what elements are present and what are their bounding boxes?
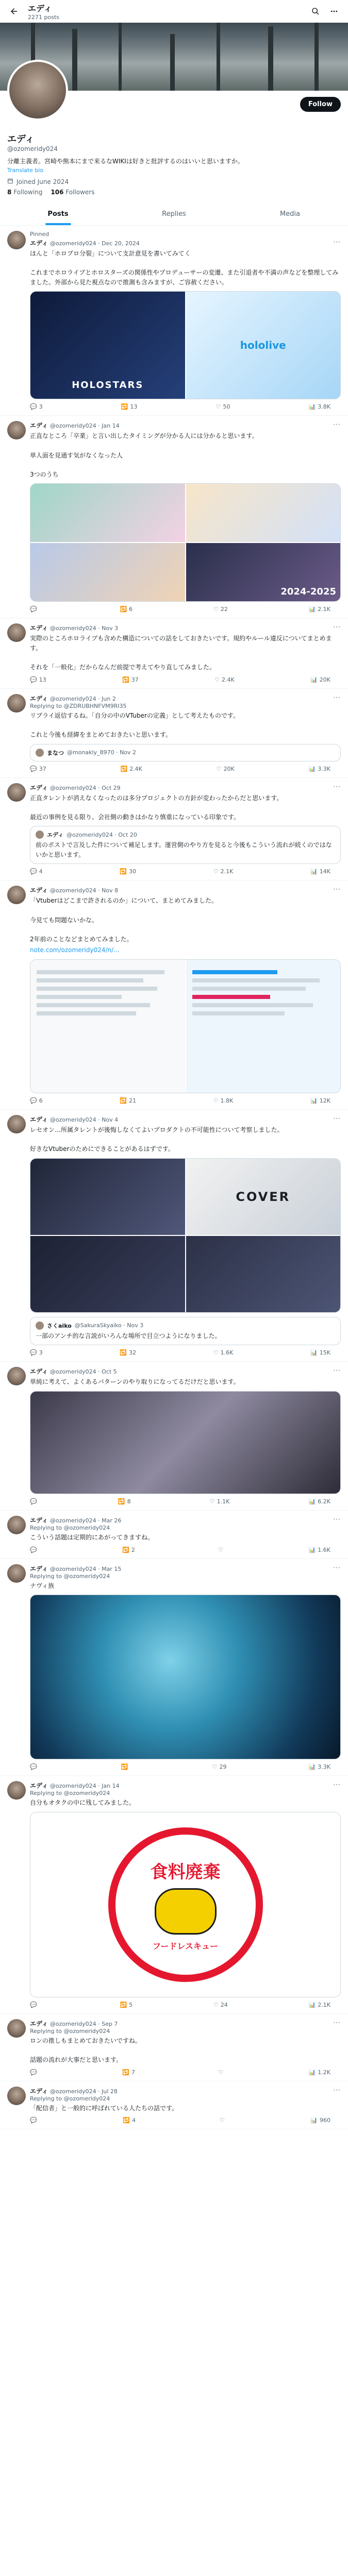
post-author[interactable]: エディ bbox=[30, 784, 48, 791]
views-icon: 📊 bbox=[308, 765, 316, 772]
repost-button[interactable]: 🔁 4 bbox=[123, 2117, 136, 2124]
more-icon[interactable]: ··· bbox=[333, 1115, 341, 1123]
repost-icon: 🔁 bbox=[120, 2001, 127, 2008]
post-text: ロンの推しもまとめておきたいですね。 話題の流れが大事だと思います。 bbox=[30, 2037, 142, 2063]
views-icon: 📊 bbox=[308, 1764, 316, 1771]
reply-icon: 💬 bbox=[30, 765, 37, 772]
heart-icon: ♡ bbox=[213, 1349, 219, 1357]
like-button[interactable] bbox=[218, 1547, 225, 1553]
post-text: リプライ返信するね。「自分の中のVTuberの定義」として考えたものです。 これと今後も経緯をまとめておきたいと思います。 bbox=[30, 711, 239, 738]
views-button[interactable]: 📊 3.8K bbox=[308, 403, 330, 411]
like-button[interactable] bbox=[220, 2117, 227, 2124]
back-arrow-icon[interactable] bbox=[7, 5, 21, 18]
repost-button[interactable]: 🔁 2 bbox=[122, 1546, 135, 1553]
heart-icon: ♡ bbox=[216, 765, 222, 772]
post-actions bbox=[30, 1764, 341, 1770]
views-icon: 📊 bbox=[310, 1349, 318, 1357]
quote-text: 前のポストで言及した件について補足します。運営側のやり方を見ると今後もこういう流れが続くのではないかと思います。 bbox=[36, 841, 332, 858]
heart-icon: ♡ bbox=[213, 606, 219, 613]
followers-label: Followers bbox=[65, 189, 95, 196]
like-button[interactable]: ♡ 1.1K bbox=[209, 1498, 230, 1505]
post-author[interactable]: エディ bbox=[30, 1782, 48, 1790]
post-author[interactable]: エディ bbox=[30, 2087, 48, 2095]
reply-button[interactable] bbox=[30, 2117, 39, 2124]
post-handle: @ozomeridy024 · Jul 28 bbox=[49, 2088, 118, 2095]
post[interactable] bbox=[0, 778, 348, 881]
heart-icon: ♡ bbox=[219, 2117, 225, 2124]
views-icon: 📊 bbox=[308, 1498, 316, 1505]
repost-button[interactable]: 🔁 7 bbox=[122, 2069, 135, 2076]
post-handle: @ozomeridy024 · Sep 7 bbox=[49, 2020, 118, 2027]
heart-icon: ♡ bbox=[209, 1498, 215, 1505]
post-text: 正直タレントが消えなくなったのは多分プロジェクトの方針が変わったからだと思います。 最近の事例を見る限り、会社側の動きはかなり慎重になっている印象です。 bbox=[30, 794, 283, 821]
quote-avatar bbox=[36, 831, 44, 839]
views-button[interactable]: 📊 3.3K bbox=[308, 765, 330, 772]
joined-date bbox=[7, 178, 341, 185]
quote-handle: @monakly_8970 · Nov 2 bbox=[67, 749, 137, 756]
post-handle: @ozomeridy024 · Nov 4 bbox=[49, 1116, 119, 1124]
post-actions bbox=[30, 676, 341, 683]
like-button[interactable]: ♡ 24 bbox=[213, 2001, 228, 2008]
reply-icon: 💬 bbox=[30, 1349, 37, 1357]
header-posts-count: 2271 posts bbox=[28, 14, 59, 21]
translate-bio-link[interactable]: Translate bio bbox=[7, 167, 44, 174]
post-text: 単純に考えて、よくあるパターンのやり取りになってるだけだと思います。 bbox=[30, 1378, 240, 1386]
avatar[interactable] bbox=[7, 231, 26, 249]
post[interactable] bbox=[0, 880, 348, 1110]
heart-icon: ♡ bbox=[213, 1097, 219, 1105]
views-icon: 📊 bbox=[308, 2001, 316, 2008]
like-button[interactable]: ♡ 2.4K bbox=[214, 676, 235, 683]
reply-button[interactable] bbox=[30, 1547, 39, 1553]
post-text: 正直なところ「卒業」と言い出したタイミングが分かる人には分かると思います。 単人面を見通す気がなくなった人 3つのうち bbox=[30, 432, 258, 478]
like-button[interactable] bbox=[218, 2069, 225, 2076]
reply-icon: 💬 bbox=[30, 2117, 37, 2124]
repost-icon: 🔁 bbox=[121, 403, 128, 411]
like-button[interactable]: ♡ 22 bbox=[213, 606, 228, 613]
tab-posts[interactable]: Posts bbox=[0, 203, 116, 225]
post-handle: @ozomeridy024 · Nov 3 bbox=[49, 625, 119, 632]
top-bar bbox=[0, 0, 348, 23]
post-text: こういう話題は定期的にあがってきますね。 bbox=[30, 1534, 154, 1541]
post-media[interactable] bbox=[30, 483, 341, 602]
post-actions bbox=[30, 868, 341, 875]
post-actions bbox=[30, 1097, 341, 1104]
avatar[interactable] bbox=[7, 2019, 26, 2038]
post-actions bbox=[30, 2002, 341, 2008]
reply-icon: 💬 bbox=[30, 403, 37, 411]
quote-avatar bbox=[36, 1321, 44, 1330]
post-handle: @ozomeridy024 · Mar 26 bbox=[49, 1517, 122, 1524]
quote-card[interactable] bbox=[30, 1317, 341, 1346]
more-icon[interactable]: ··· bbox=[333, 239, 341, 246]
views-icon: 📊 bbox=[310, 868, 318, 875]
post-media[interactable] bbox=[30, 291, 341, 399]
post-handle: @ozomeridy024 · Oct 5 bbox=[49, 1368, 117, 1376]
views-button[interactable]: 📊 2.1K bbox=[308, 2001, 330, 2008]
views-icon: 📊 bbox=[310, 1097, 318, 1105]
views-button[interactable]: 📊 20K bbox=[310, 676, 330, 683]
heart-icon: ♡ bbox=[218, 1546, 224, 1553]
repost-button[interactable]: 🔁 5 bbox=[120, 2001, 133, 2008]
post-author[interactable]: エディ bbox=[30, 1116, 48, 1124]
views-button[interactable]: 📊 960 bbox=[310, 2117, 330, 2124]
post-author[interactable]: エディ bbox=[30, 422, 48, 430]
post-handle: @ozomeridy024 · Jun 2 bbox=[49, 695, 116, 702]
post-handle: @ozomeridy024 · Jan 14 bbox=[49, 422, 120, 430]
repost-icon: 🔁 bbox=[120, 1349, 127, 1357]
views-button[interactable]: 📊 12K bbox=[310, 1097, 330, 1105]
quote-author: まなつ bbox=[47, 749, 64, 756]
profile-name: エディ bbox=[7, 134, 35, 145]
post-media[interactable] bbox=[30, 1812, 341, 1997]
post-media[interactable] bbox=[30, 1595, 341, 1759]
profile-tabs bbox=[0, 203, 348, 226]
reply-button[interactable]: 💬 6 bbox=[30, 1097, 43, 1105]
reply-button[interactable]: 💬 37 bbox=[30, 765, 46, 772]
tab-replies[interactable]: Replies bbox=[162, 210, 186, 218]
more-icon[interactable]: ··· bbox=[333, 1564, 341, 1571]
heart-icon: ♡ bbox=[212, 1764, 218, 1771]
like-button[interactable]: ♡ 50 bbox=[216, 403, 230, 411]
like-button[interactable]: ♡ 1.6K bbox=[213, 1349, 234, 1357]
reply-button[interactable] bbox=[30, 606, 39, 613]
avatar[interactable] bbox=[7, 1564, 26, 1583]
quote-card[interactable] bbox=[30, 744, 341, 761]
post-actions bbox=[30, 2117, 341, 2124]
repost-button[interactable]: 🔁 8 bbox=[118, 1498, 131, 1505]
post-text: 「配信者」と一般的に呼ばれている人たちの話です。 bbox=[30, 2104, 178, 2112]
post-author[interactable]: エディ bbox=[30, 1565, 48, 1572]
views-icon: 📊 bbox=[308, 1546, 316, 1553]
repost-icon: 🔁 bbox=[120, 606, 127, 613]
more-icon[interactable]: ··· bbox=[333, 783, 341, 790]
reply-button[interactable]: 💬 13 bbox=[30, 676, 46, 683]
pinned-label: Pinned bbox=[30, 231, 49, 238]
more-icon[interactable]: ··· bbox=[333, 1781, 341, 1789]
like-button[interactable]: ♡ 1.8K bbox=[213, 1097, 234, 1105]
like-button[interactable]: ♡ 2.1K bbox=[213, 868, 234, 875]
reply-button[interactable] bbox=[30, 1764, 39, 1770]
repost-icon: 🔁 bbox=[120, 765, 128, 772]
views-icon: 📊 bbox=[310, 676, 318, 683]
repost-button[interactable]: 🔁 2.4K bbox=[120, 765, 142, 772]
reply-to[interactable]: Replying to @ozomeridy024 bbox=[30, 2095, 110, 2102]
views-button[interactable]: 📊 1.2K bbox=[308, 2069, 330, 2076]
heart-icon: ♡ bbox=[213, 2001, 219, 2008]
reply-button[interactable]: 💬 3 bbox=[30, 403, 43, 411]
repost-icon: 🔁 bbox=[123, 2117, 130, 2124]
more-icon[interactable]: ··· bbox=[333, 623, 341, 631]
post[interactable] bbox=[0, 226, 348, 416]
reply-button[interactable] bbox=[30, 1498, 39, 1505]
repost-icon: 🔁 bbox=[122, 2069, 129, 2076]
post[interactable] bbox=[0, 1362, 348, 1511]
reply-icon: 💬 bbox=[30, 606, 37, 613]
views-button[interactable]: 📊 14K bbox=[310, 868, 330, 875]
quote-text: 一部のアンチ的な言説がいろんな場所で目立つようになりました。 bbox=[36, 1332, 221, 1340]
sticker-headline: 食料廃棄 bbox=[150, 1861, 221, 1883]
calendar-icon bbox=[7, 178, 13, 185]
avatar[interactable] bbox=[7, 886, 26, 904]
quote-author: さくaiko bbox=[47, 1322, 72, 1329]
quote-handle: @SakuraSkyaiko · Nov 3 bbox=[74, 1322, 144, 1329]
sticker-subtext: フードレスキュー bbox=[152, 1941, 219, 1951]
follow-counts bbox=[7, 189, 341, 196]
repost-button[interactable]: 🔁 37 bbox=[122, 676, 139, 683]
post[interactable] bbox=[0, 1776, 348, 2014]
reply-to[interactable]: Replying to @ozomeridy024 bbox=[30, 1524, 110, 1531]
avatar[interactable] bbox=[7, 623, 26, 642]
post[interactable] bbox=[0, 618, 348, 688]
avatar[interactable] bbox=[7, 694, 26, 713]
post[interactable] bbox=[0, 689, 348, 778]
repost-button[interactable]: 🔁 13 bbox=[121, 403, 138, 411]
post-author[interactable]: エディ bbox=[30, 1368, 48, 1376]
reply-icon: 💬 bbox=[30, 868, 37, 875]
reply-icon: 💬 bbox=[30, 676, 37, 683]
repost-icon: 🔁 bbox=[120, 1097, 127, 1105]
cover-logo: COVER bbox=[186, 1159, 341, 1235]
heart-icon: ♡ bbox=[216, 403, 221, 411]
repost-icon: 🔁 bbox=[121, 1764, 128, 1771]
repost-button[interactable] bbox=[121, 1764, 130, 1770]
repost-icon: 🔁 bbox=[118, 1498, 125, 1505]
post-text: 「Vtuberはどこまで許されるのか」について、まとめてみました。 今見ても問題ないかな。 2年前のことなどまとめてみました。 bbox=[30, 897, 218, 943]
avatar[interactable] bbox=[7, 1781, 26, 1800]
repost-icon: 🔁 bbox=[122, 676, 129, 683]
more-icon[interactable]: ··· bbox=[333, 693, 341, 701]
more-icon[interactable]: ··· bbox=[333, 2086, 341, 2094]
heart-icon: ♡ bbox=[213, 868, 219, 875]
avatar[interactable] bbox=[7, 1115, 26, 1133]
reply-to[interactable]: Replying to @ZDRUBHNFVM9RI35 bbox=[30, 702, 127, 709]
post-actions bbox=[30, 1547, 341, 1553]
post-actions bbox=[30, 1498, 341, 1505]
header-name: エディ bbox=[28, 4, 52, 13]
avatar[interactable] bbox=[7, 1367, 26, 1385]
post-text: 実際のところホロライブも含めた構造についての話をしておきたいです。規約やルール違反についてまとめます。 それを「一般化」だからなんだ前提で考えてやり直してみました。 bbox=[30, 635, 332, 671]
holostars-image: HOLOSTARS bbox=[30, 292, 185, 399]
more-menu-icon[interactable] bbox=[327, 5, 341, 18]
bio-text: 分離主義者。宮崎や熊本にまで来るなWIKIは好きと批評するのはいいと思いますか。 bbox=[7, 158, 244, 165]
post-media[interactable] bbox=[30, 959, 341, 1093]
reply-icon: 💬 bbox=[30, 1546, 37, 1553]
follow-button[interactable]: Follow bbox=[300, 97, 341, 112]
reply-to[interactable]: Replying to @ozomeridy024 bbox=[30, 1790, 110, 1797]
quote-handle: @ozomeridy024 · Oct 20 bbox=[67, 831, 137, 838]
post-author[interactable]: エディ bbox=[30, 624, 48, 632]
profile-handle: @ozomeridy024 bbox=[7, 145, 58, 152]
header-titles bbox=[28, 2, 302, 21]
repost-icon: 🔁 bbox=[120, 868, 127, 875]
repost-icon: 🔁 bbox=[122, 1546, 129, 1553]
quote-card[interactable] bbox=[30, 826, 341, 864]
joined-text: Joined June 2024 bbox=[16, 178, 69, 185]
post-handle: @ozomeridy024 · Oct 29 bbox=[49, 784, 121, 791]
post-actions bbox=[30, 403, 341, 410]
post-handle: @ozomeridy024 · Nov 8 bbox=[49, 887, 119, 894]
views-icon: 📊 bbox=[308, 606, 316, 613]
reply-icon: 💬 bbox=[30, 2069, 37, 2076]
more-icon[interactable]: ··· bbox=[333, 2019, 341, 2026]
like-button[interactable]: ♡ 29 bbox=[212, 1764, 227, 1771]
heart-icon: ♡ bbox=[218, 2069, 224, 2076]
post-text: ほんと「ホロプロ分裂」について支計意見を書いてみてく これまでホロライブとホロスターズの関係性やプロデューサーの変遷、また引退者や不満の声などを整理してみました。外部から見た視点なので推測も含みますが、ご容赦ください。 bbox=[30, 250, 339, 286]
post-actions bbox=[30, 2069, 341, 2076]
post-actions bbox=[30, 606, 341, 613]
reply-button[interactable]: 💬 3 bbox=[30, 1349, 43, 1357]
post[interactable] bbox=[0, 1511, 348, 1559]
post-text: 自分もオタクの中に残してみました。 bbox=[30, 1799, 136, 1807]
avatar[interactable] bbox=[7, 1516, 26, 1534]
like-button[interactable]: ♡ 20K bbox=[216, 765, 235, 772]
views-icon: 📊 bbox=[308, 2069, 316, 2076]
views-icon: 📊 bbox=[308, 403, 316, 411]
reply-button[interactable] bbox=[30, 2069, 39, 2076]
avatar[interactable] bbox=[7, 421, 26, 439]
post-media[interactable] bbox=[30, 1158, 341, 1313]
reply-icon: 💬 bbox=[30, 1498, 37, 1505]
hololive-image: hololive bbox=[186, 292, 341, 399]
reply-icon: 💬 bbox=[30, 1764, 37, 1771]
tab-media[interactable]: Media bbox=[279, 210, 301, 218]
more-icon[interactable]: ··· bbox=[333, 886, 341, 893]
post-media[interactable] bbox=[30, 1391, 341, 1494]
avatar[interactable] bbox=[7, 783, 26, 802]
post-author[interactable]: エディ bbox=[30, 2020, 48, 2027]
heart-icon: ♡ bbox=[214, 676, 220, 683]
profile-bio bbox=[0, 132, 348, 201]
repost-button[interactable]: 🔁 21 bbox=[120, 1097, 137, 1105]
followers-count: 106 bbox=[51, 189, 64, 196]
views-button[interactable]: 📊 15K bbox=[310, 1349, 330, 1357]
post-handle: @ozomeridy024 · Dec 20, 2024 bbox=[49, 240, 140, 247]
post-author[interactable]: エディ bbox=[30, 887, 48, 894]
post-text: レセオン…所属タレントが後悔しなくてよいプロダクトの不可能性について考察しました。 好きなVtuberのためにできることがあるはずです。 bbox=[30, 1126, 284, 1153]
post-link[interactable]: note.com/ozomeridy024/n/... bbox=[30, 946, 120, 954]
post-author[interactable]: エディ bbox=[30, 694, 48, 702]
media-caption: 2024-2025 bbox=[186, 543, 341, 601]
reply-button[interactable] bbox=[30, 2002, 39, 2008]
reply-to[interactable]: Replying to @ozomeridy024 bbox=[30, 1572, 110, 1580]
views-button[interactable]: 📊 2.1K bbox=[308, 606, 330, 613]
reply-to[interactable]: Replying to @ozomeridy024 bbox=[30, 2027, 110, 2035]
post-author[interactable]: エディ bbox=[30, 1517, 48, 1524]
following-count: 8 bbox=[7, 189, 12, 196]
quote-avatar bbox=[36, 749, 44, 757]
profile-top bbox=[0, 91, 348, 132]
post-handle: @ozomeridy024 · Mar 15 bbox=[49, 1565, 122, 1572]
views-button[interactable]: 📊 3.3K bbox=[308, 1764, 330, 1771]
post-text: ナヴィ族 bbox=[30, 1582, 55, 1589]
post[interactable] bbox=[0, 1559, 348, 1776]
post-actions bbox=[30, 1349, 341, 1356]
views-icon: 📊 bbox=[310, 2117, 318, 2124]
post-author[interactable]: エディ bbox=[30, 240, 48, 247]
search-icon[interactable] bbox=[309, 5, 322, 18]
views-button[interactable]: 📊 1.6K bbox=[308, 1546, 330, 1553]
avatar[interactable] bbox=[7, 2087, 26, 2105]
more-icon[interactable]: ··· bbox=[333, 1516, 341, 1523]
following-link[interactable] bbox=[7, 189, 42, 196]
reply-button[interactable]: 💬 4 bbox=[30, 868, 43, 875]
more-icon[interactable]: ··· bbox=[333, 1367, 341, 1375]
quote-author: エディ bbox=[47, 832, 64, 839]
repost-button[interactable]: 🔁 6 bbox=[120, 606, 133, 613]
post-handle: @ozomeridy024 · Jan 14 bbox=[49, 1783, 120, 1790]
post[interactable] bbox=[0, 2014, 348, 2081]
post-actions bbox=[30, 766, 341, 772]
reply-icon: 💬 bbox=[30, 1097, 37, 1105]
repost-button[interactable]: 🔁 32 bbox=[120, 1349, 137, 1357]
views-button[interactable]: 📊 6.2K bbox=[308, 1498, 330, 1505]
post[interactable] bbox=[0, 416, 348, 618]
profile-avatar[interactable] bbox=[7, 60, 68, 121]
repost-button[interactable]: 🔁 30 bbox=[120, 868, 137, 875]
followers-link[interactable] bbox=[51, 189, 94, 196]
more-icon[interactable]: ··· bbox=[333, 421, 341, 429]
following-label: Following bbox=[13, 189, 43, 196]
post[interactable] bbox=[0, 2081, 348, 2130]
post[interactable] bbox=[0, 1110, 348, 1362]
reply-icon: 💬 bbox=[30, 2001, 37, 2008]
